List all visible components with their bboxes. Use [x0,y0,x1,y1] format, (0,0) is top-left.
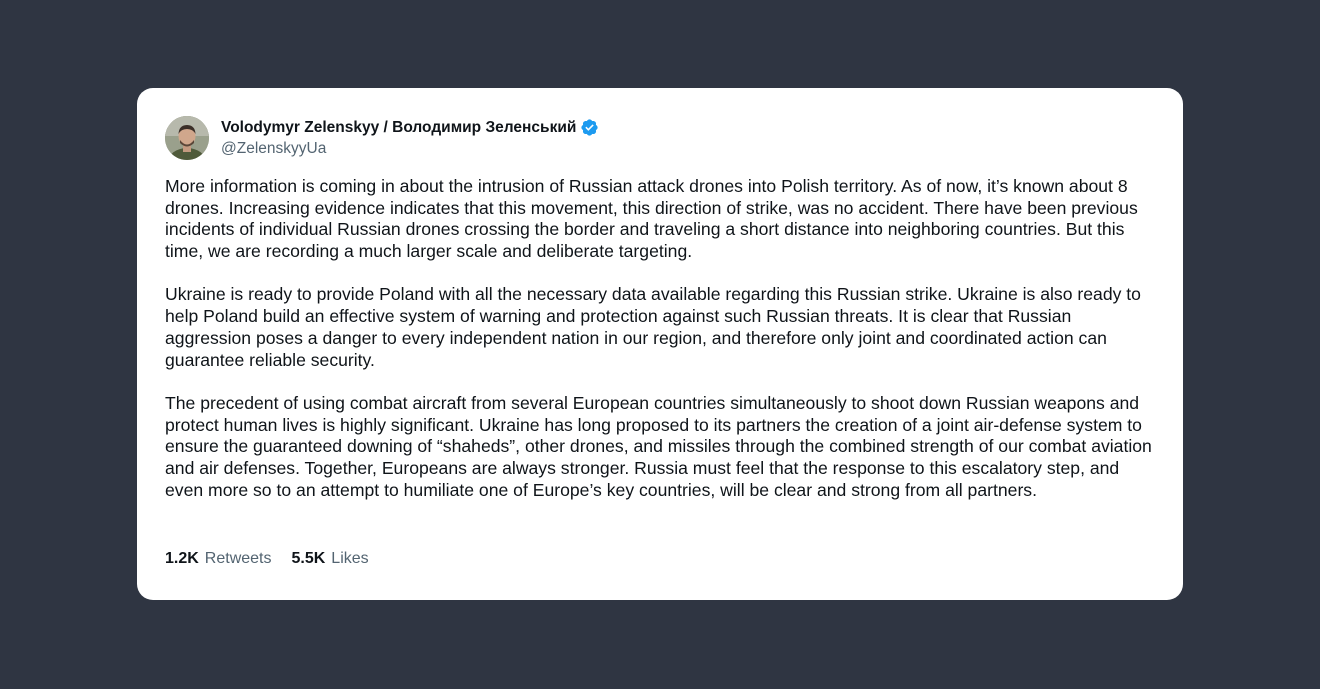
tweet-paragraph: Ukraine is ready to provide Poland with all the necessary data available regarding this Russian strike. Ukraine is also ready to help Poland build an effective system of warning and protection against such Russian threats. It is clear that Russian aggression poses a danger to every independent nation in our region, and therefore only joint and coordinated action can guarantee reliable security. [165,284,1141,370]
tweet-stats [165,550,389,568]
tweet-card [137,88,1183,600]
avatar-image [165,116,209,160]
likes-count: 5.5K [291,550,326,567]
avatar[interactable] [165,116,209,160]
retweets-stat[interactable] [165,550,272,568]
author-handle[interactable]: @ZelenskyyUa [221,140,327,157]
tweet-paragraph: The precedent of using combat aircraft from several European countries simultaneously to shoot down Russian weapons and protect human lives is highly significant. Ukraine has long proposed to its partners the creation of a joint air-defense system to ensure the guaranteed downing of “shaheds”, other drones, and missiles through the combined strength of our combat aviation and air defenses. Together, Europeans are always stronger. Russia must feel that the response to this escalatory step, and even more so to an attempt to humiliate one of Europe’s key countries, will be clear and strong from all partners. [165,392,1152,500]
author-display-name[interactable]: Volodymyr Zelenskyy / Володимир Зеленський [221,118,577,136]
tweet-header [165,116,1155,160]
retweets-count: 1.2K [165,550,199,567]
likes-stat[interactable] [292,550,369,568]
verified-badge-icon [580,118,599,137]
tweet-paragraph: More information is coming in about the intrusion of Russian attack drones into Polish territory. As of now, it’s known about 8 drones. Increasing evidence indicates that this movement, this direction of strike, was no accident. There have been previous incidents of individual Russian drones crossing the border and traveling a short distance into neighboring countries. But this time, we are recording a much larger scale and deliberate targeting. [165,176,1138,262]
author-identity [221,117,599,159]
retweets-label: Retweets [204,550,272,567]
name-row [221,117,599,138]
tweet-text [165,176,1159,501]
likes-label: Likes [331,550,369,567]
